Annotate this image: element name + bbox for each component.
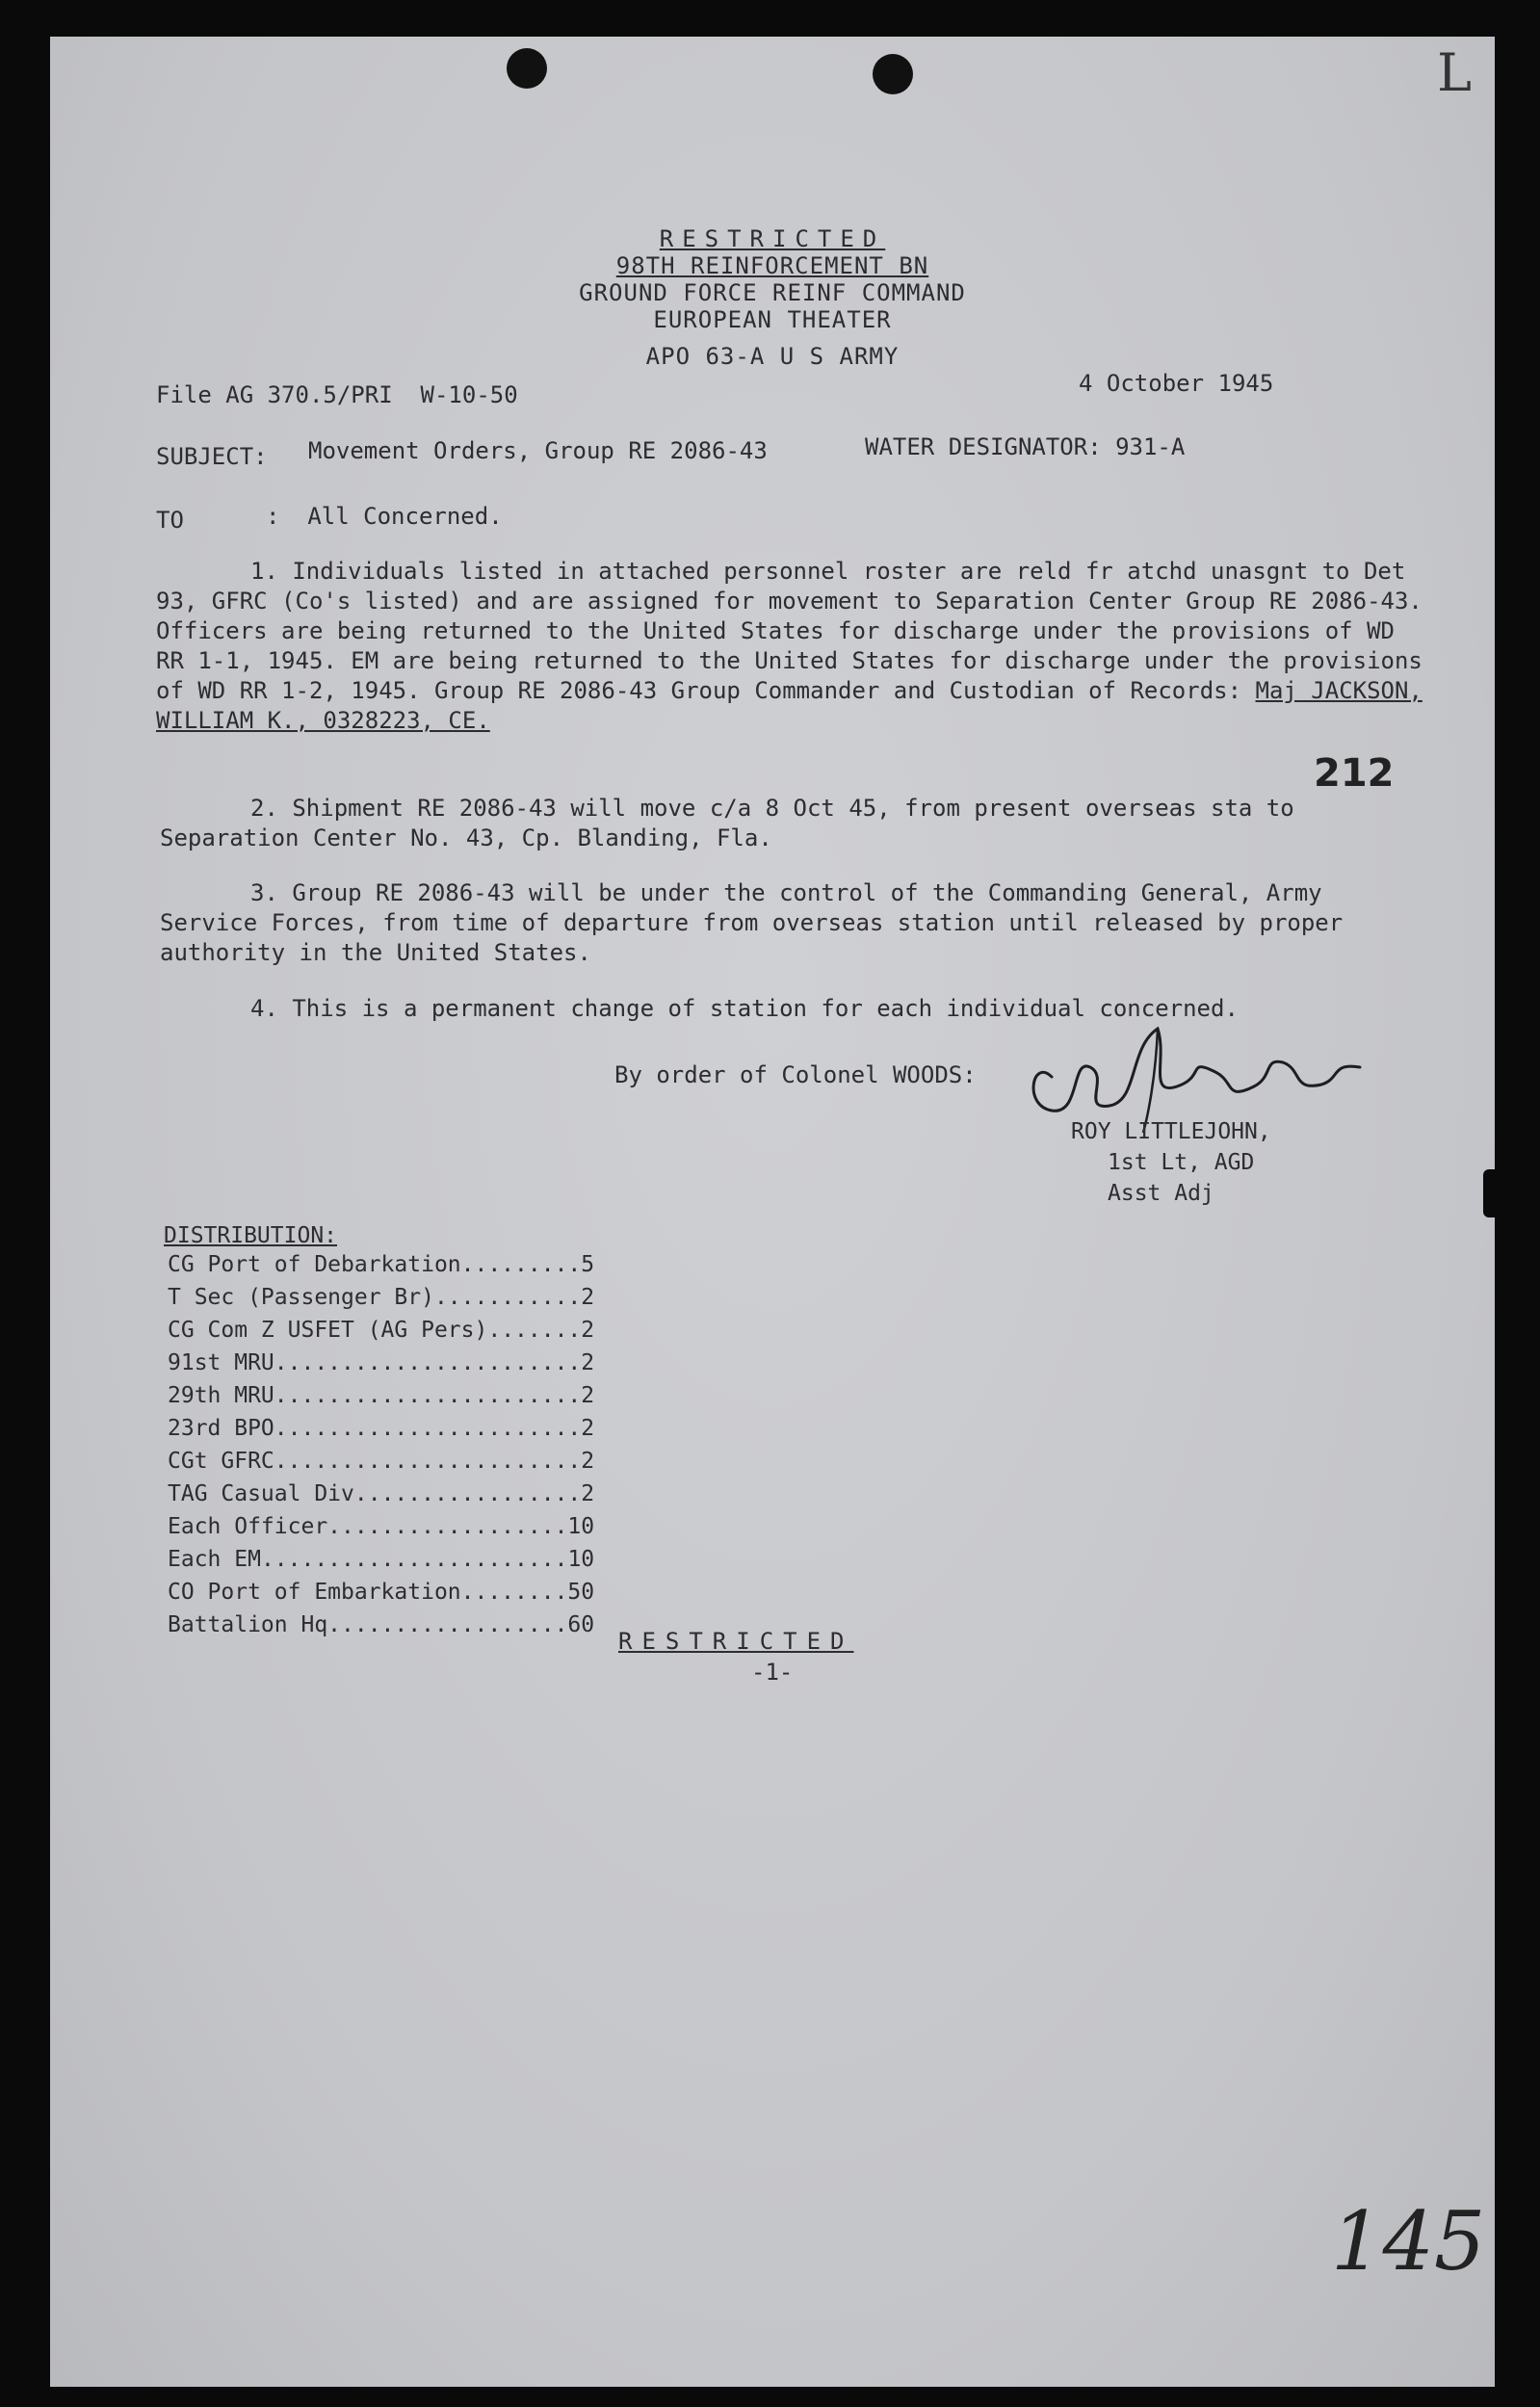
distribution-row [168, 1514, 594, 1539]
distribution-count: 2 [581, 1350, 595, 1375]
distribution-row [168, 1580, 594, 1605]
footer-classification: RESTRICTED [618, 1628, 854, 1655]
punch-hole-left [507, 48, 547, 89]
distribution-count: 2 [581, 1383, 595, 1408]
distribution-recipient: Each Officer [168, 1514, 328, 1539]
header-command: GROUND FORCE REINF COMMAND [579, 279, 966, 306]
dot-leader: ......... [460, 1252, 582, 1277]
paragraph-1-body: 1. Individuals listed in attached personnel roster are reld fr atchd unasgnt to Det 93, GFRC (Co's listed) and are assigned for movement to Separation Center Group RE 2086-43. Officers are being returned to the United States for discharge under the provisions of WD RR 1-1, 1945. EM are being returned to the United States for discharge under the provisions of WD RR 1-2, 1945. Group RE 2086-43 Group Commander and Custodian of Records: [156, 558, 1423, 704]
handwritten-number: 145 [1331, 2194, 1486, 2289]
dot-leader: ....................... [274, 1350, 582, 1375]
distribution-recipient: CGt GFRC [168, 1449, 274, 1474]
subject-text: Movement Orders, Group RE 2086-43 [308, 437, 768, 464]
dot-leader: ........ [460, 1580, 568, 1605]
paragraph-3: 3. Group RE 2086-43 will be under the control of the Commanding General, Army Service Forces, from time of departure from overseas station until released by proper authority in the United States. [160, 879, 1344, 966]
document-date: 4 October 1945 [1079, 370, 1274, 397]
dot-leader: .................. [327, 1612, 568, 1637]
distribution-row [168, 1383, 594, 1408]
distribution-recipient: Battalion Hq [168, 1612, 328, 1637]
signer-title: Asst Adj [1108, 1181, 1214, 1206]
distribution-count: 50 [567, 1580, 595, 1605]
distribution-row [168, 1252, 594, 1277]
dot-leader: ........... [433, 1285, 582, 1310]
dot-leader: ....................... [274, 1383, 582, 1408]
dot-leader: ....................... [274, 1449, 582, 1474]
distribution-count: 2 [581, 1481, 595, 1506]
file-reference: File AG 370.5/PRI W-10-50 [156, 381, 518, 408]
distribution-count: 10 [567, 1547, 595, 1572]
distribution-count: 5 [581, 1252, 595, 1277]
water-designator: WATER DESIGNATOR: 931-A [865, 433, 1186, 460]
footer-page-number: -1- [751, 1659, 794, 1686]
document-page [50, 37, 1495, 2387]
distribution-row [168, 1285, 594, 1310]
distribution-count: 2 [581, 1318, 595, 1343]
distribution-row [168, 1416, 594, 1441]
dot-leader: .................. [327, 1514, 568, 1539]
page-stamp: 212 [1314, 751, 1395, 796]
distribution-recipient: TAG Casual Div [168, 1481, 354, 1506]
header-unit: 98TH REINFORCEMENT BN [615, 252, 929, 279]
group-commander: Maj JACKSON, WILLIAM K., 0328223, CE. [156, 677, 1423, 734]
distribution-recipient: 29th MRU [168, 1383, 274, 1408]
distribution-row [168, 1547, 594, 1572]
distribution-recipient: T Sec (Passenger Br) [168, 1285, 434, 1310]
distribution-row [168, 1350, 594, 1375]
paragraph-4: 4. This is a permanent change of station for each individual concerned. [250, 995, 1239, 1022]
distribution-count: 2 [581, 1449, 595, 1474]
dot-leader: ....................... [274, 1416, 582, 1441]
signature-scrawl [1013, 1019, 1379, 1135]
dot-leader: ....................... [260, 1547, 568, 1572]
edge-tab [1483, 1169, 1499, 1217]
distribution-row [168, 1612, 594, 1637]
distribution-recipient: Each EM [168, 1547, 261, 1572]
distribution-count: 2 [581, 1285, 595, 1310]
distribution-recipient: 91st MRU [168, 1350, 274, 1375]
distribution-count: 10 [567, 1514, 595, 1539]
distribution-recipient: 23rd BPO [168, 1416, 274, 1441]
dot-leader: ....... [487, 1318, 582, 1343]
distribution-row [168, 1318, 594, 1343]
header-apo: APO 63-A U S ARMY [645, 343, 900, 370]
distribution-heading: DISTRIBUTION: [164, 1223, 338, 1248]
distribution-recipient: CG Port of Debarkation [168, 1252, 461, 1277]
paragraph-2: 2. Shipment RE 2086-43 will move c/a 8 Oct 45, from present overseas sta to Separation Center No. 43, Cp. Blanding, Fla. [160, 795, 1294, 851]
distribution-row [168, 1449, 594, 1474]
to-text: : All Concerned. [266, 503, 503, 530]
distribution-recipient: CG Com Z USFET (AG Pers) [168, 1318, 488, 1343]
distribution-recipient: CO Port of Embarkation [168, 1580, 461, 1605]
distribution-count: 2 [581, 1416, 595, 1441]
dot-leader: ................. [353, 1481, 582, 1506]
signer-name: ROY LITTLEJOHN, [1071, 1119, 1271, 1144]
by-order-line: By order of Colonel WOODS: [614, 1061, 977, 1088]
distribution-row [168, 1481, 594, 1506]
distribution-count: 60 [567, 1612, 595, 1637]
to-label: TO [156, 507, 184, 534]
paragraph-1 [156, 557, 1427, 736]
header-classification: RESTRICTED [659, 225, 886, 252]
signer-rank: 1st Lt, AGD [1108, 1150, 1255, 1175]
subject-label: SUBJECT: [156, 443, 268, 470]
corner-mark: L [1437, 42, 1472, 103]
header-theater: EUROPEAN THEATER [653, 306, 892, 333]
punch-hole-right [873, 54, 913, 94]
